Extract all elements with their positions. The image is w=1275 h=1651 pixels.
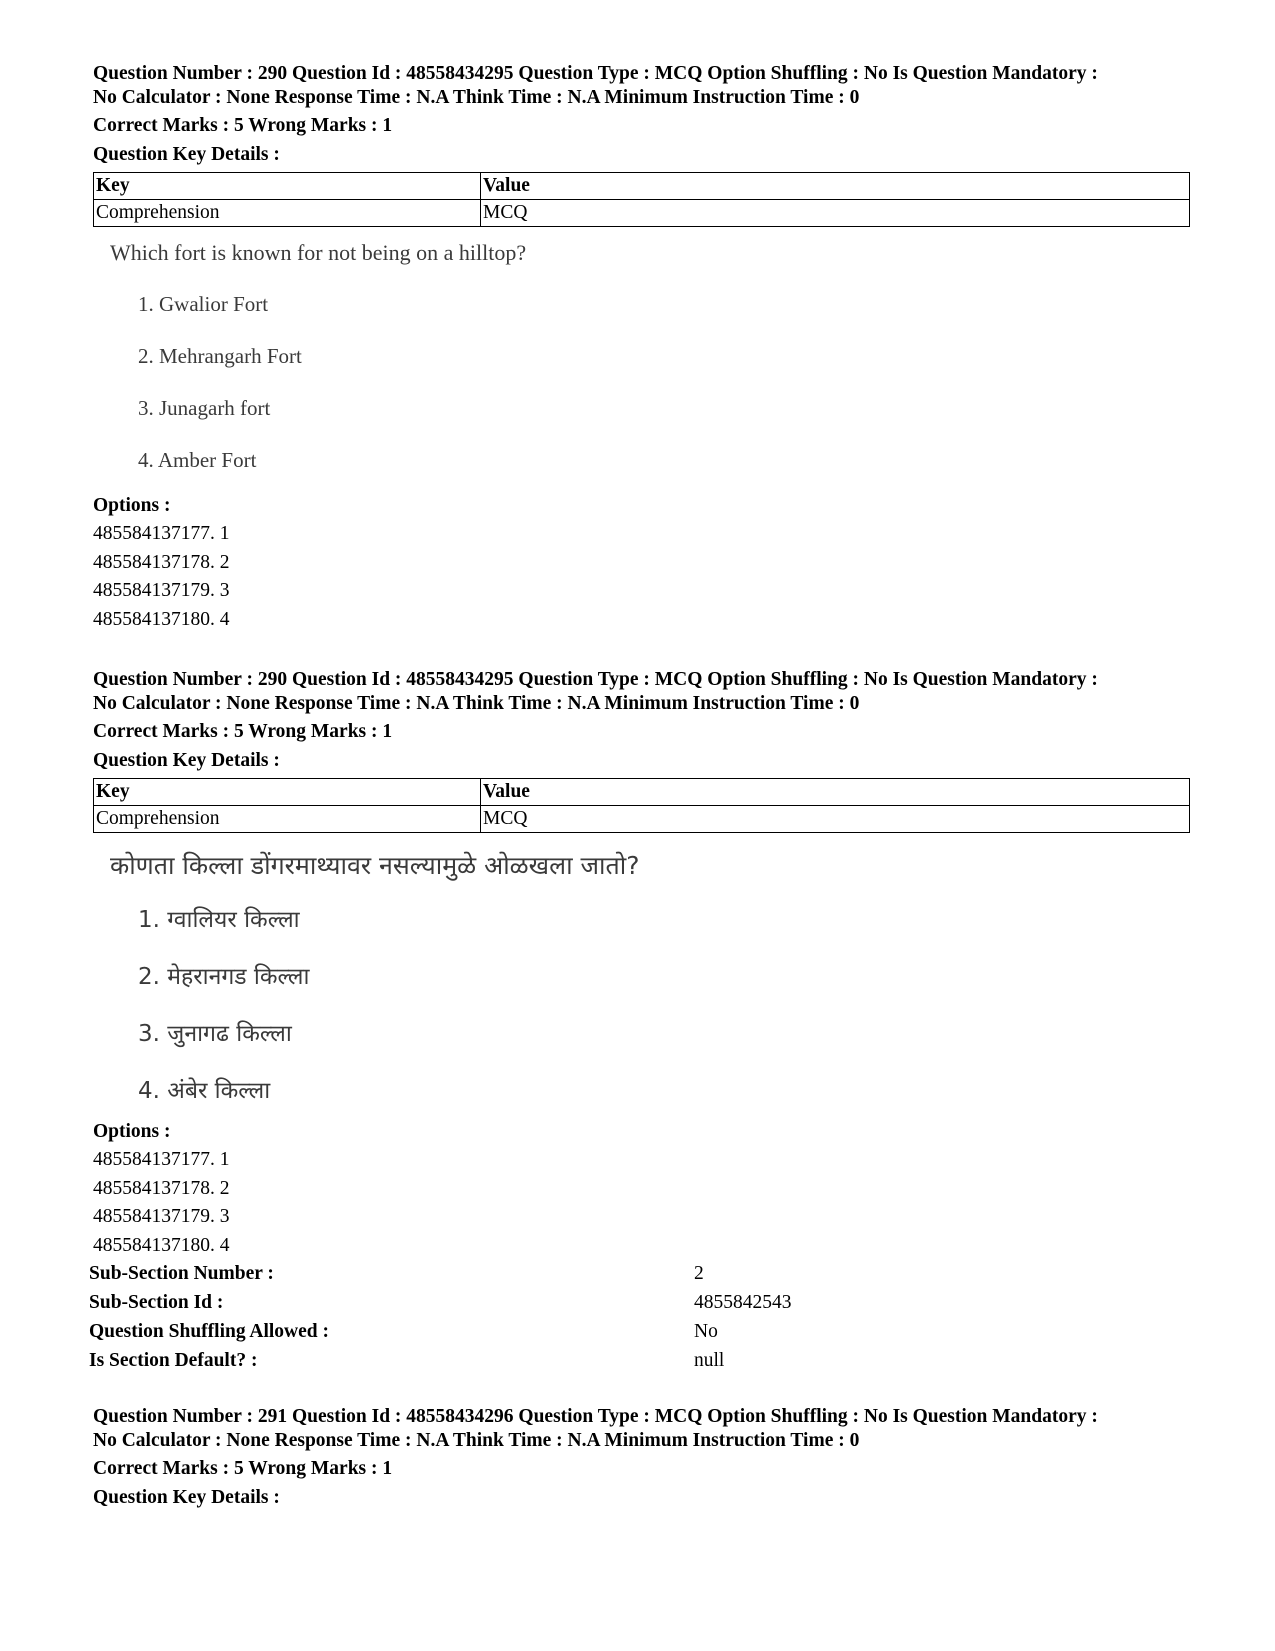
subsection-value: 2 xyxy=(694,1263,704,1284)
key-details-header-row xyxy=(94,779,1190,806)
question-choice: 4. Amber Fort xyxy=(138,448,257,472)
option-item: 485584137179. 3 xyxy=(93,1206,230,1227)
question-block-3 xyxy=(93,1405,1193,1510)
question-block-2 xyxy=(93,668,1193,833)
question-image-1 xyxy=(110,240,526,478)
question-header-line2: No Calculator : None Response Time : N.A Think Time : N.A Minimum Instruction Time : 0 xyxy=(93,693,860,714)
value-cell: MCQ xyxy=(481,200,1190,227)
key-cell: Comprehension xyxy=(94,806,481,833)
question-choice: 3. Junagarh fort xyxy=(138,396,271,420)
option-item: 485584137178. 2 xyxy=(93,551,230,573)
subsection-label: Question Shuffling Allowed : xyxy=(89,1321,330,1342)
question-key-details-label: Question Key Details : xyxy=(93,750,280,771)
question-image-2 xyxy=(110,848,640,1107)
question-text: Which fort is known for not being on a hilltop? xyxy=(110,240,527,265)
key-details-table xyxy=(93,172,1190,227)
options-label: Options : xyxy=(93,1121,171,1142)
options-block-1 xyxy=(93,492,1193,634)
subsection-row xyxy=(89,1291,792,1320)
subsection-metadata xyxy=(89,1262,792,1378)
key-details-row xyxy=(94,200,1190,227)
question-header-line1: Question Number : 290 Question Id : 48558434295 Question Type : MCQ Option Shuffling : No Is Question Mandatory : xyxy=(93,63,1098,84)
value-cell: MCQ xyxy=(481,806,1190,833)
key-header-cell: Key xyxy=(94,173,481,200)
key-header-cell: Key xyxy=(94,779,481,806)
question-key-details-label: Question Key Details : xyxy=(93,144,280,165)
subsection-label: Sub-Section Number : xyxy=(89,1263,274,1284)
option-item: 485584137178. 2 xyxy=(93,1177,230,1199)
option-item: 485584137180. 4 xyxy=(93,608,230,630)
subsection-value: No xyxy=(694,1321,718,1342)
subsection-label: Is Section Default? : xyxy=(89,1350,258,1371)
question-choices xyxy=(138,902,640,1107)
question-choice: 2. मेहरानगड किल्ला xyxy=(138,964,310,990)
value-header-cell: Value xyxy=(481,779,1190,806)
question-choices xyxy=(138,292,526,478)
question-marks: Correct Marks : 5 Wrong Marks : 1 xyxy=(93,115,393,136)
question-choice: 1. Gwalior Fort xyxy=(138,292,269,316)
question-header-line1: Question Number : 291 Question Id : 48558434296 Question Type : MCQ Option Shuffling : No Is Question Mandatory : xyxy=(93,1406,1098,1427)
subsection-label: Sub-Section Id : xyxy=(89,1292,224,1313)
key-details-row xyxy=(94,806,1190,833)
subsection-value: 4855842543 xyxy=(694,1292,792,1313)
subsection-value: null xyxy=(694,1350,725,1371)
question-header-line2: No Calculator : None Response Time : N.A Think Time : N.A Minimum Instruction Time : 0 xyxy=(93,87,860,108)
question-choice: 1. ग्वालियर किल्ला xyxy=(138,907,300,933)
option-item: 485584137180. 4 xyxy=(93,1234,230,1256)
value-header-cell: Value xyxy=(481,173,1190,200)
question-header-line1: Question Number : 290 Question Id : 48558434295 Question Type : MCQ Option Shuffling : No Is Question Mandatory : xyxy=(93,669,1098,690)
option-item: 485584137179. 3 xyxy=(93,580,230,601)
key-details-header-row xyxy=(94,173,1190,200)
subsection-row xyxy=(89,1262,789,1291)
subsection-row xyxy=(89,1349,789,1378)
key-cell: Comprehension xyxy=(94,200,481,227)
question-block-1 xyxy=(93,62,1193,227)
subsection-row xyxy=(89,1320,789,1349)
options-label: Options : xyxy=(93,495,171,516)
question-header-line2: No Calculator : None Response Time : N.A Think Time : N.A Minimum Instruction Time : 0 xyxy=(93,1430,860,1451)
question-choice: 2. Mehrangarh Fort xyxy=(138,344,302,368)
option-item: 485584137177. 1 xyxy=(93,523,230,544)
key-details-table xyxy=(93,778,1190,833)
question-marks: Correct Marks : 5 Wrong Marks : 1 xyxy=(93,1458,393,1479)
question-text: कोणता किल्ला डोंगरमाथ्यावर नसल्यामुळे ओळखला जातो? xyxy=(110,851,640,880)
question-choice: 3. जुनागढ किल्ला xyxy=(138,1021,292,1047)
question-key-details-label: Question Key Details : xyxy=(93,1487,280,1508)
question-marks: Correct Marks : 5 Wrong Marks : 1 xyxy=(93,721,393,742)
options-block-2 xyxy=(93,1118,1193,1260)
option-item: 485584137177. 1 xyxy=(93,1149,230,1170)
question-choice: 4. अंबेर किल्ला xyxy=(138,1078,271,1104)
